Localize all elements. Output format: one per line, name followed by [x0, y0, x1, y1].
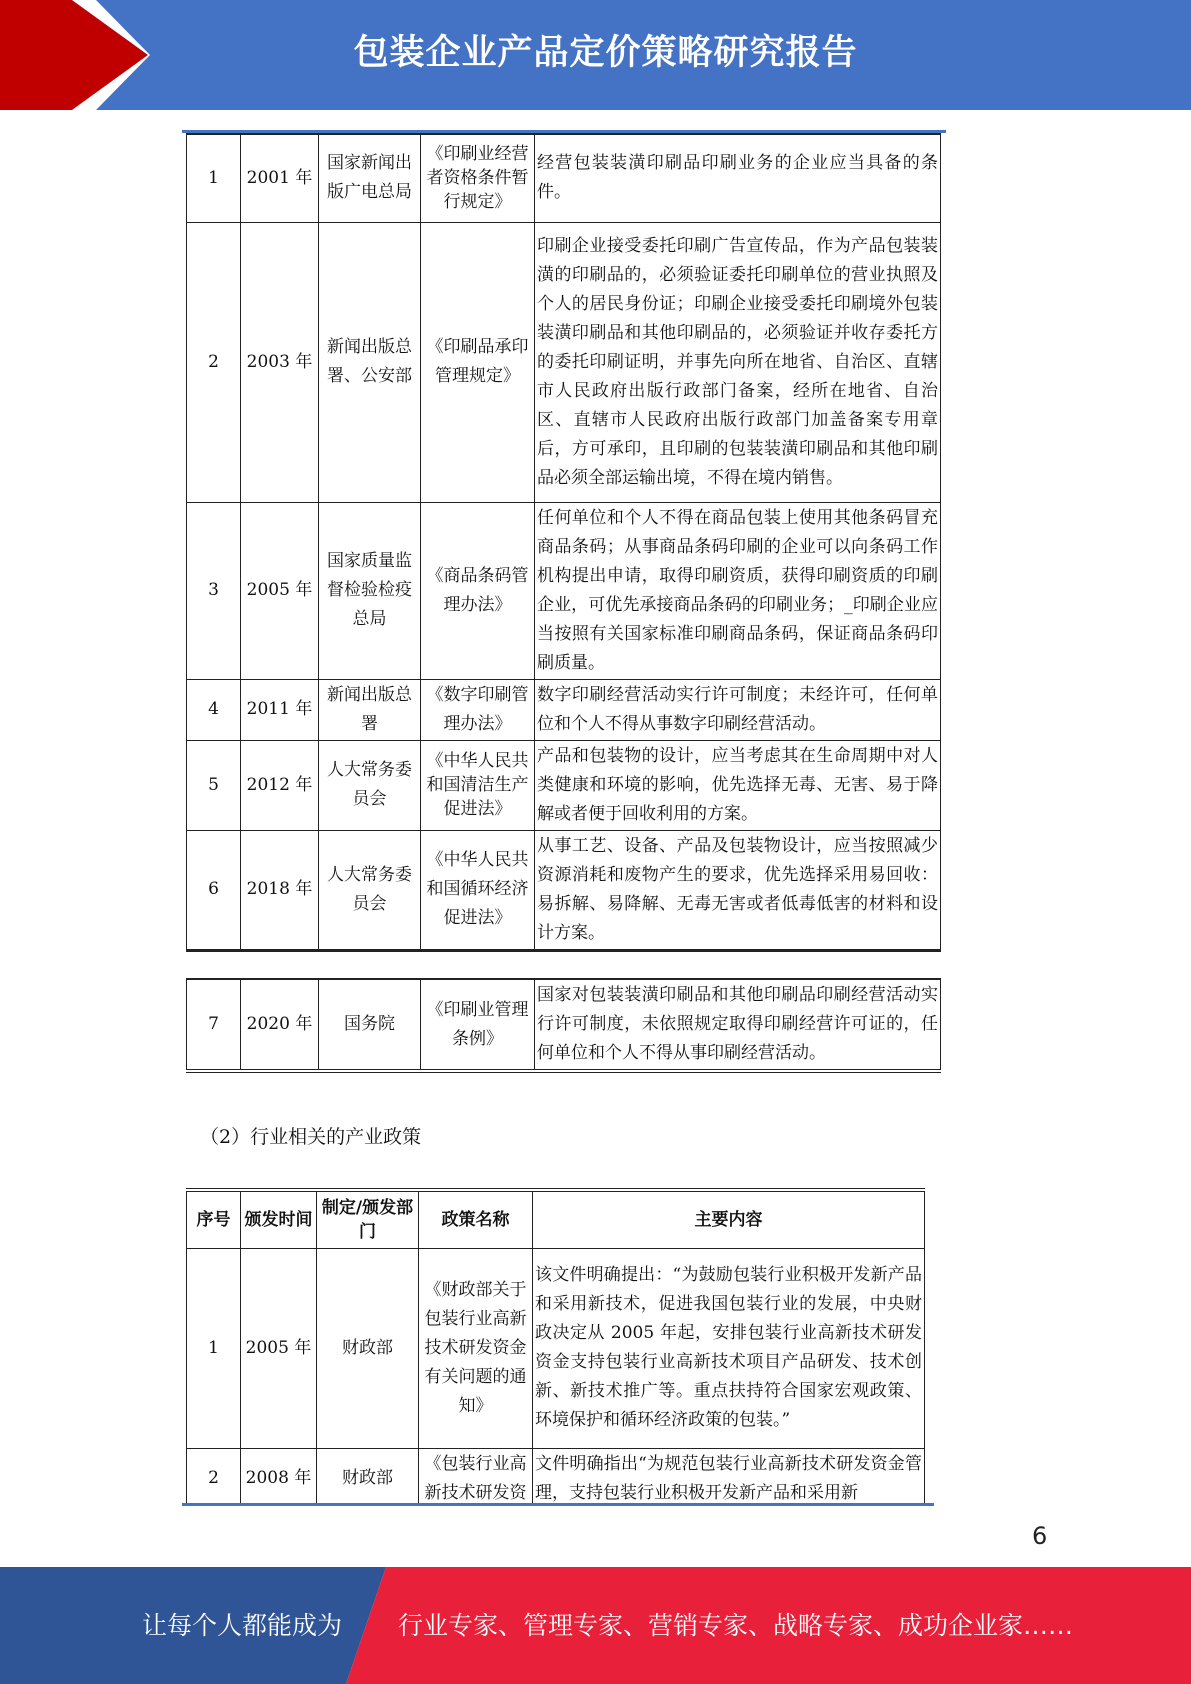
row-policy: 《数字印刷管理办法》	[421, 679, 535, 740]
header-title: 包装企业产品定价策略研究报告	[353, 33, 858, 73]
row-content: 数字印刷经营活动实行许可制度；未经许可，任何单位和个人不得从事数字印刷经营活动。	[535, 679, 941, 740]
row-dept: 国家质量监督检验检疫总局	[319, 502, 421, 679]
row-content: 从事工艺、设备、产品及包装物设计，应当按照减少资源消耗和废物产生的要求，优先选择采用易回收：易拆解、易降解、无毒无害或者低毒低害的材料和设计方案。	[535, 830, 941, 950]
row-year: 2003 年	[241, 222, 319, 502]
row-policy: 《中华人民共和国清洁生产促进法》	[421, 740, 535, 830]
row-policy: 《商品条码管理办法》	[421, 502, 535, 679]
row-dept: 新闻出版总署、公安部	[319, 222, 421, 502]
row-dept: 财政部	[317, 1448, 419, 1503]
table-row	[187, 134, 941, 222]
row-content: 任何单位和个人不得在商品包装上使用其他条码冒充商品条码；从事商品条码印刷的企业可以向条码工作机构提出申请，取得印刷资质，获得印刷资质的印刷企业，可优先承接商品条码的印刷业务；_印刷企业应当按照有关国家标准印刷商品条码，保证商品条码印刷质量。	[535, 502, 941, 679]
row-year: 2001 年	[241, 134, 319, 222]
footer-slogan-left: 让每个人都能成为	[142, 1611, 343, 1640]
row-policy: 《印刷业管理条例》	[421, 979, 535, 1071]
industry-policy-table	[186, 1188, 925, 1503]
row-content: 国家对包装装潢印刷品和其他印刷品印刷经营活动实行许可制度，未依照规定取得印刷经营许可证的，任何单位和个人不得从事印刷经营活动。	[535, 979, 941, 1071]
row-policy: 《印刷业经营者资格条件暂行规定》	[421, 134, 535, 222]
table-row	[187, 1448, 925, 1503]
row-content: 文件明确指出“为规范包装行业高新技术研发资金管理，支持包装行业积极开发新产品和采用新	[533, 1448, 925, 1503]
row-year: 2012 年	[241, 740, 319, 830]
row-dept: 国家新闻出版广电总局	[319, 134, 421, 222]
row-no: 2	[187, 222, 241, 502]
row-no: 6	[187, 830, 241, 950]
header-policy: 政策名称	[419, 1190, 533, 1248]
table-row	[187, 222, 941, 502]
section-subheading: （2）行业相关的产业政策	[200, 1126, 422, 1148]
page-footer	[0, 1567, 1191, 1684]
table-row	[187, 740, 941, 830]
header-year: 颁发时间	[241, 1190, 317, 1248]
row-year: 2005 年	[241, 502, 319, 679]
row-no: 7	[187, 979, 241, 1071]
row-year: 2008 年	[241, 1448, 317, 1503]
row-year: 2011 年	[241, 679, 319, 740]
row-policy: 《财政部关于包装行业高新技术研发资金有关问题的通知》	[419, 1248, 533, 1448]
row-policy: 《包装行业高新技术研发资	[419, 1448, 533, 1503]
row-dept: 人大常务委员会	[319, 740, 421, 830]
row-content: 印刷企业接受委托印刷广告宣传品，作为产品包装装潢的印刷品的，必须验证委托印刷单位的营业执照及个人的居民身份证；印刷企业接受委托印刷境外包装装潢印刷品和其他印刷品的，必须验证并收存委托方的委托印刷证明，并事先向所在地省、自治区、直辖市人民政府出版行政部门备案，经所在地省、自治区、直辖市人民政府出版行政部门加盖备案专用章后，方可承印，且印刷的包装装潢印刷品和其他印刷品必须全部运输出境，不得在境内销售。	[535, 222, 941, 502]
page-number: 6	[1032, 1522, 1048, 1550]
policy-table-2	[186, 978, 941, 1073]
row-year: 2020 年	[241, 979, 319, 1071]
page-header	[0, 0, 1191, 110]
row-policy: 《印刷品承印管理规定》	[421, 222, 535, 502]
row-year: 2018 年	[241, 830, 319, 950]
row-no: 1	[187, 1248, 241, 1448]
table-bottom-rule	[182, 1503, 934, 1506]
table-row	[187, 679, 941, 740]
header-dept: 制定/颁发部门	[317, 1190, 419, 1248]
table-row	[187, 502, 941, 679]
table-row	[187, 830, 941, 950]
header-content: 主要内容	[533, 1190, 925, 1248]
table-row	[187, 1248, 925, 1448]
row-dept: 国务院	[319, 979, 421, 1071]
row-no: 5	[187, 740, 241, 830]
header-no: 序号	[187, 1190, 241, 1248]
policy-table-1	[186, 133, 941, 952]
row-dept: 财政部	[317, 1248, 419, 1448]
row-content: 产品和包装物的设计，应当考虑其在生命周期中对人类健康和环境的影响，优先选择无毒、无害、易于降解或者便于回收利用的方案。	[535, 740, 941, 830]
row-dept: 新闻出版总署	[319, 679, 421, 740]
table-header-row	[187, 1190, 925, 1248]
row-content: 经营包装装潢印刷品印刷业务的企业应当具备的条件。	[535, 134, 941, 222]
row-no: 3	[187, 502, 241, 679]
row-no: 4	[187, 679, 241, 740]
table-row	[187, 979, 941, 1071]
row-no: 1	[187, 134, 241, 222]
row-year: 2005 年	[241, 1248, 317, 1448]
row-content: 该文件明确提出：“为鼓励包装行业积极开发新产品和采用新技术，促进我国包装行业的发展，中央财政决定从 2005 年起，安排包装行业高新技术研发资金支持包装行业高新技术项目产品研发、技术创新、新技术推广等。重点扶持符合国家宏观政策、环境保护和循环经济政策的包装。”	[533, 1248, 925, 1448]
row-policy: 《中华人民共和国循环经济促进法》	[421, 830, 535, 950]
row-no: 2	[187, 1448, 241, 1503]
footer-slogan-right: 行业专家、管理专家、营销专家、战略专家、成功企业家……	[398, 1611, 1074, 1640]
industry-policy-table-wrapper	[180, 1180, 940, 1503]
row-dept: 人大常务委员会	[319, 830, 421, 950]
